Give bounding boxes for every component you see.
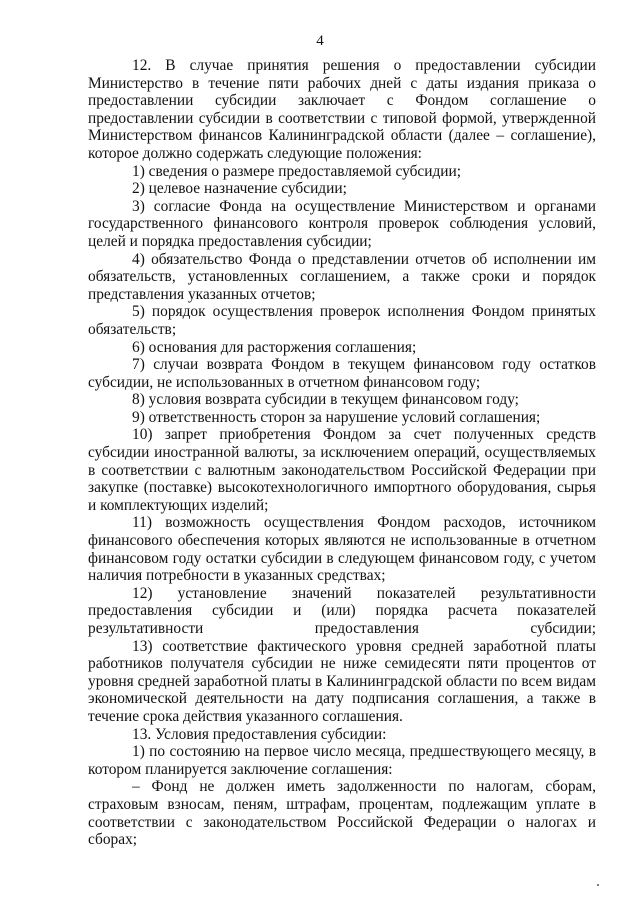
condition-dash-item: – Фонд не должен иметь задолженности по налогам, сборам, страховым взносам, пеням, штрафам, процентам, подлежащим уплате в соответствии с законодательством Российской Федерации о налогах и сборах; bbox=[88, 778, 596, 849]
scan-speck bbox=[597, 884, 599, 886]
list-item-3: 3) согласие Фонда на осуществление Министерством и органами государственного финансового контроля проверок соблюдения условий, целей и порядка предоставления субсидии; bbox=[88, 197, 596, 250]
list-item-12: 12) установление значений показателей результативности предоставления субсидии и (или) порядка расчета показателей результативности предоставления субсидии; bbox=[88, 584, 596, 637]
list-item-8: 8) условия возврата субсидии в текущем финансовом году; bbox=[132, 391, 519, 409]
page-number: 4 bbox=[316, 33, 324, 49]
paragraph-12: 12. В случае принятия решения о предоставлении субсидии Министерство в течение пяти рабочих дней с даты издания приказа о предоставлении субсидии заключает с Фондом соглашение о предоставлении субсидии в соответствии с типовой формой, утвержденной Министерством финансов Калининградской области (далее – соглашение), которое должно содержать следующие положения: bbox=[88, 57, 596, 162]
list-item-5: 5) порядок осуществления проверок исполнения Фондом принятых обязательств; bbox=[88, 303, 596, 338]
list-item-4: 4) обязательство Фонда о представлении отчетов об исполнении им обязательств, установленных соглашением, а также сроки и порядок представления указанных отчетов; bbox=[88, 250, 596, 303]
paragraph-13: 13. Условия предоставления субсидии: bbox=[132, 725, 387, 743]
list-item-6: 6) основания для расторжения соглашения; bbox=[132, 338, 417, 356]
document-body bbox=[88, 57, 596, 849]
list-item-9: 9) ответственность сторон за нарушение условий соглашения; bbox=[132, 408, 541, 426]
list-item-11: 11) возможность осуществления Фондом расходов, источником финансового обеспечения которых являются не использованные в отчетном финансовом году остатки субсидии в следующем финансовом году, с учетом наличия потребности в указанных средствах; bbox=[88, 514, 596, 585]
list-item-7: 7) случаи возврата Фондом в текущем финансовом году остатков субсидии, не использованных в отчетном финансовом году; bbox=[88, 356, 596, 391]
condition-item-1: 1) по состоянию на первое число месяца, предшествующего месяцу, в котором планируется заключение соглашения: bbox=[88, 743, 596, 778]
list-item-13: 13) соответствие фактического уровня средней заработной платы работников получателя субсидии не ниже семидесяти пяти процентов от уровня средней заработной платы в Калининградской области по всем видам экономической деятельности на дату подписания соглашения, а также в течение срока действия указанного соглашения. bbox=[88, 637, 596, 725]
list-item-1: 1) сведения о размере предоставляемой субсидии; bbox=[132, 162, 462, 180]
list-item-10: 10) запрет приобретения Фондом за счет полученных средств субсидии иностранной валюты, за исключением операций, осуществляемых в соответствии с валютным законодательством Российской Федерации при закупке (поставке) высокотехнологичного импортного оборудования, сырья и комплектующих изделий; bbox=[88, 426, 596, 514]
list-item-2: 2) целевое назначение субсидии; bbox=[132, 180, 347, 198]
